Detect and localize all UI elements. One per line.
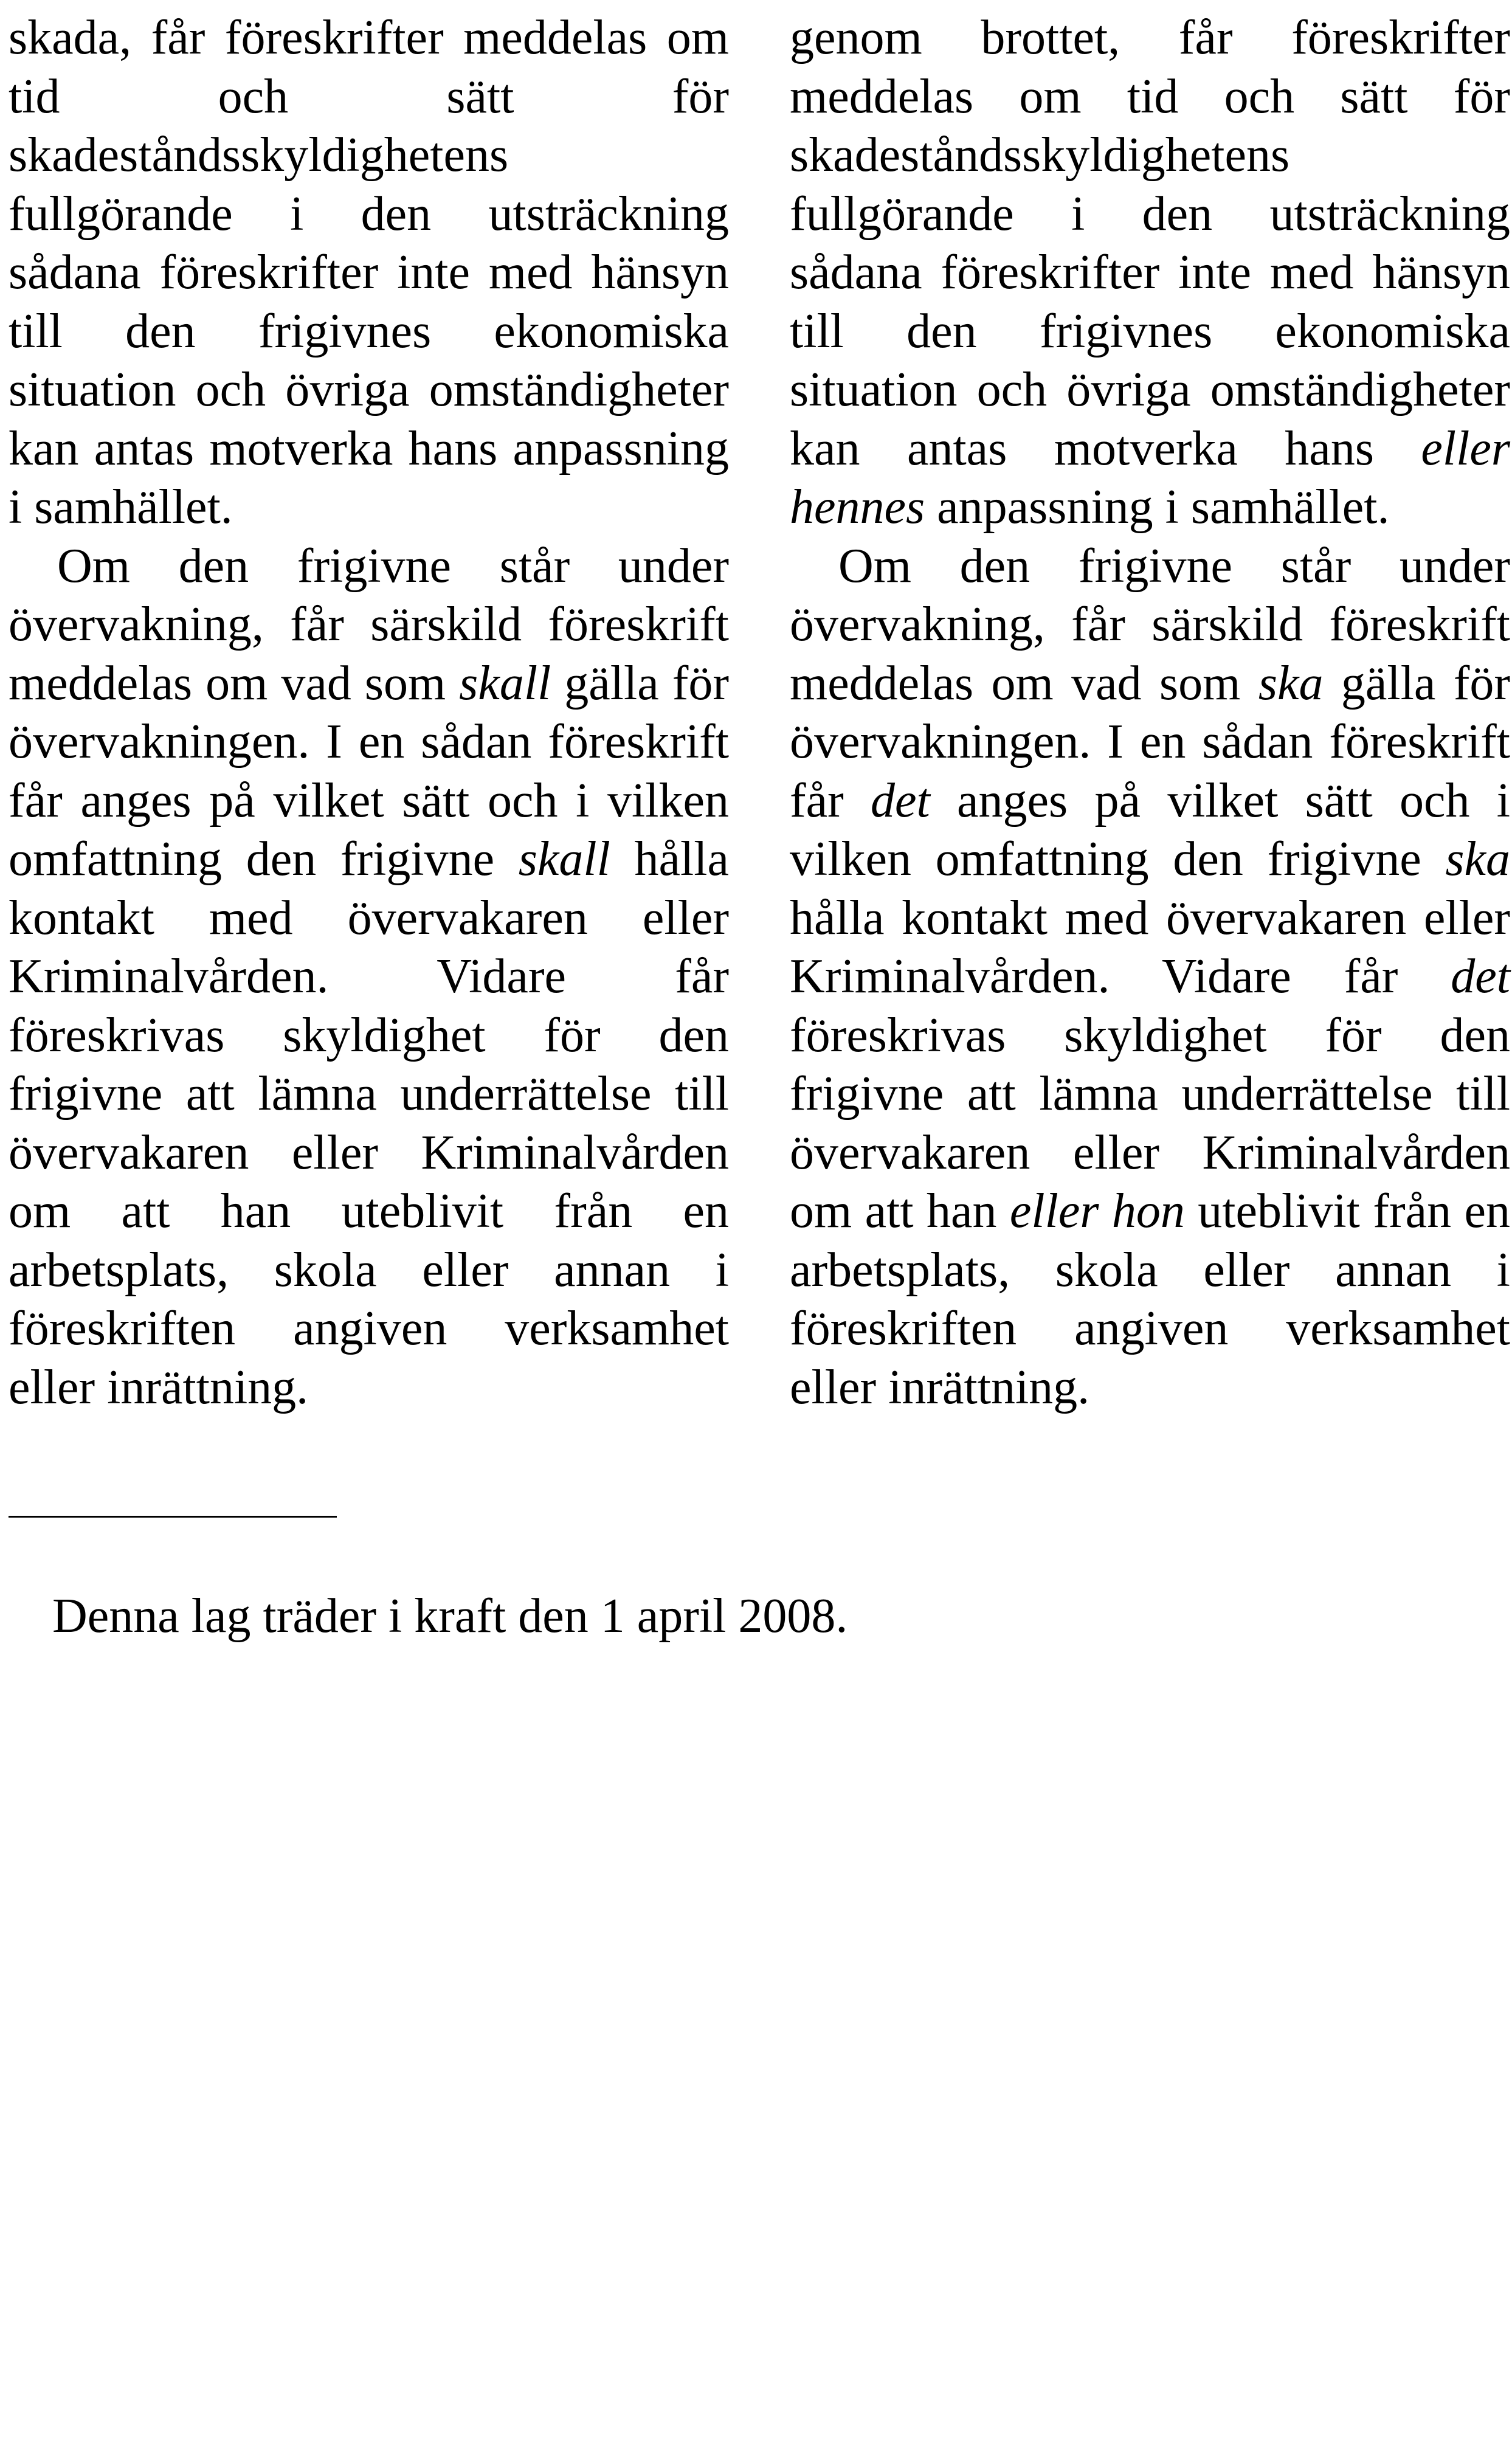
- emphasized-word: skall: [459, 656, 551, 710]
- emphasized-word: det: [1451, 950, 1510, 1003]
- text-run: anges på vilket sätt och i vilken omfattning den frigivne: [790, 773, 1510, 886]
- paragraph-supervision-proposed: [790, 537, 1510, 1417]
- emphasized-word: skall: [518, 832, 610, 886]
- emphasized-phrase: eller hon: [1009, 1184, 1185, 1238]
- text-run: anpassning i samhället.: [925, 480, 1390, 534]
- emphasized-word: ska: [1258, 656, 1324, 710]
- text-run: gälla för övervakningen. I en sådan föreskrift får: [790, 656, 1511, 828]
- text-run: Om den frigivne står under övervakning, får särskild föreskrift meddelas om vad som: [9, 539, 729, 710]
- proposed-wording-column: [790, 9, 1510, 1417]
- text-run: skada, får föreskrifter meddelas om tid och sätt för skadeståndsskyldighetens fullgörande i den utsträckning sådana föreskrifter inte med hänsyn till den frigivnes ekonomiska situation och övriga omständigheter kan antas motverka hans anpassning i samhället.: [9, 11, 729, 534]
- text-run: hålla kontakt med övervakaren eller Kriminalvården. Vidare får föreskrivas skyldighet för den frigivne att lämna underrättelse till övervakaren eller Kriminalvården om att han uteblivit från en arbetsplats, skola eller annan i föreskriften angiven verksamhet eller inrättning.: [9, 832, 729, 1414]
- text-run: hålla kontakt med övervakaren eller Kriminalvården. Vidare får: [790, 891, 1510, 1003]
- text-run: genom brottet, får föreskrifter meddelas om tid och sätt för skadeståndsskyldighetens fullgörande i den utsträckning sådana föreskrifter inte med hänsyn till den frigivnes ekonomiska situation och övriga omständigheter kan antas motverka hans: [790, 11, 1510, 475]
- footnote-divider: [9, 1516, 337, 1518]
- paragraph-supervision-current: [9, 537, 729, 1417]
- text-run: föreskrivas skyldighet för den frigivne att lämna underrättelse till övervakaren eller Kriminalvården om att han: [790, 1008, 1510, 1238]
- paragraph-compensation-current: [9, 9, 729, 537]
- text-run: uteblivit från en arbetsplats, skola eller annan i föreskriften angiven verksamhet eller inrättning.: [790, 1184, 1510, 1414]
- current-wording-column: [9, 9, 729, 1417]
- text-run: gälla för övervakningen. I en sådan föreskrift får anges på vilket sätt och i vilken omfattning den frigivne: [9, 656, 729, 886]
- effective-date-note: Denna lag träder i kraft den 1 april 2008.: [52, 1589, 848, 1643]
- emphasized-word: det: [871, 773, 930, 828]
- paragraph-compensation-proposed: [790, 9, 1510, 537]
- emphasized-phrase: eller hennes: [790, 421, 1510, 534]
- emphasized-word: ska: [1445, 832, 1510, 886]
- text-run: Om den frigivne står under övervakning, får särskild föreskrift meddelas om vad som: [790, 539, 1510, 710]
